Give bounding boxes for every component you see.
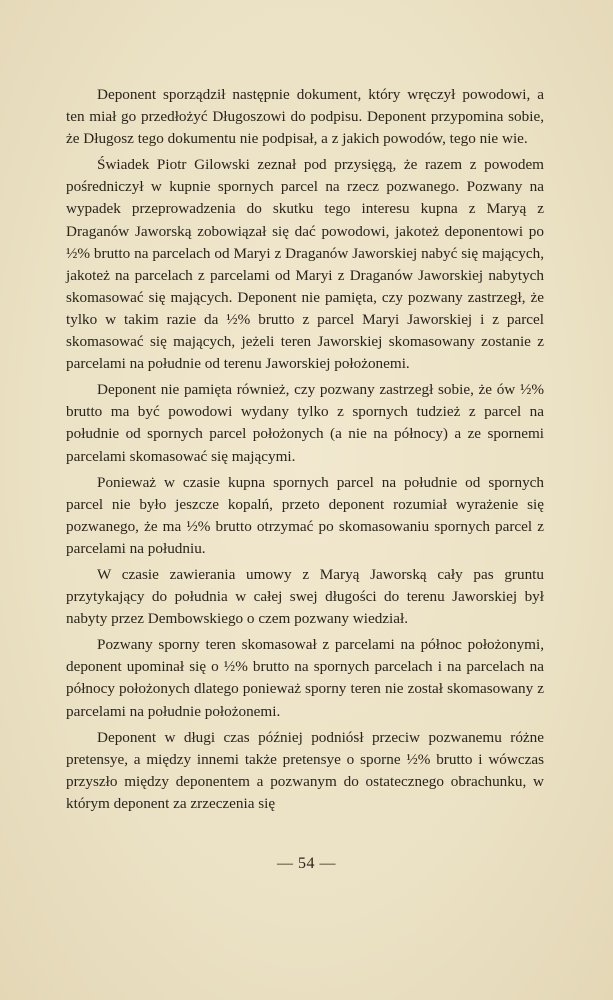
paragraph-4: Ponieważ w czasie kupna spornych parcel na południe od spornych parcel nie było jeszcze kopalń, przeto deponent rozumiał wyrażenie się pozwanego, że ma ½% brutto otrzymać po skomasowaniu spornych parcel z parcelami na południu.: [66, 473, 544, 557]
paragraph-2: Świadek Piotr Gilowski zeznał pod przysięgą, że razem z powodem pośredniczył w kupnie spornych parcel na rzecz pozwanego. Pozwany na wypadek przeprowadzenia do skutku tego interesu kupna z Maryą z Draganów Jaworską zobowiązał się dać powodowi, jakoteż deponentowi po ½% brutto na parcelach od Maryi z Draganów Jaworskiej nabyć się mających, jakoteż na parcelach z parcelami od Maryi z Draganów Jaworskiej nabytych skomasować się mających. Deponent nie pamięta, czy pozwany zastrzegł, że tylko w takim razie da ½% brutto z parcel Maryi Jaworskiej i z parcel skomasować się mających, jeżeli teren Jaworskiej skomasowany zostanie z parcelami na południe od terenu Jaworskiej położonemi.: [66, 156, 544, 373]
paragraph-3: Deponent nie pamięta również, czy pozwany zastrzegł sobie, że ów ½% brutto ma być powodowi wydany tylko z spornych tudzież z parcel na południe od spornych parcel położonych (a nie na północy) a ze spornemi parcelami skomasować się mającymi.: [66, 381, 544, 465]
paragraph-1: Deponent sporządził następnie dokument, który wręczył powodowi, a ten miał go przedłożyć Długoszowi do podpisu. Deponent przypomina sobie, że Długosz tego dokumentu nie podpisał, a z jakich powodów, tego nie wie.: [66, 86, 544, 148]
paragraph-5: W czasie zawierania umowy z Maryą Jaworską cały pas gruntu przytykający do południa w całej swej długości do terenu Jaworskiej był nabyty przez Dembowskiego o czem pozwany wiedział.: [66, 565, 544, 628]
paragraph-6: Pozwany sporny teren skomasował z parcelami na północ położonymi, deponent upominał się o ½% brutto na spornych parcelach i na parcelach na północy położonych dlatego ponieważ sporny teren nie został skomasowany z parcelami na południe położonemi.: [66, 636, 544, 720]
body-text: [66, 84, 544, 819]
page-number: — 54 —: [277, 855, 336, 872]
paragraph-7: Deponent w długi czas później podniósł przeciw pozwanemu różne pretensye, a między innemi także pretensye o sporne ½% brutto i wówczas przyszło między deponentem a pozwanym do ostatecznego obrachunku, w którym deponent za zrzeczenia się: [66, 728, 544, 812]
